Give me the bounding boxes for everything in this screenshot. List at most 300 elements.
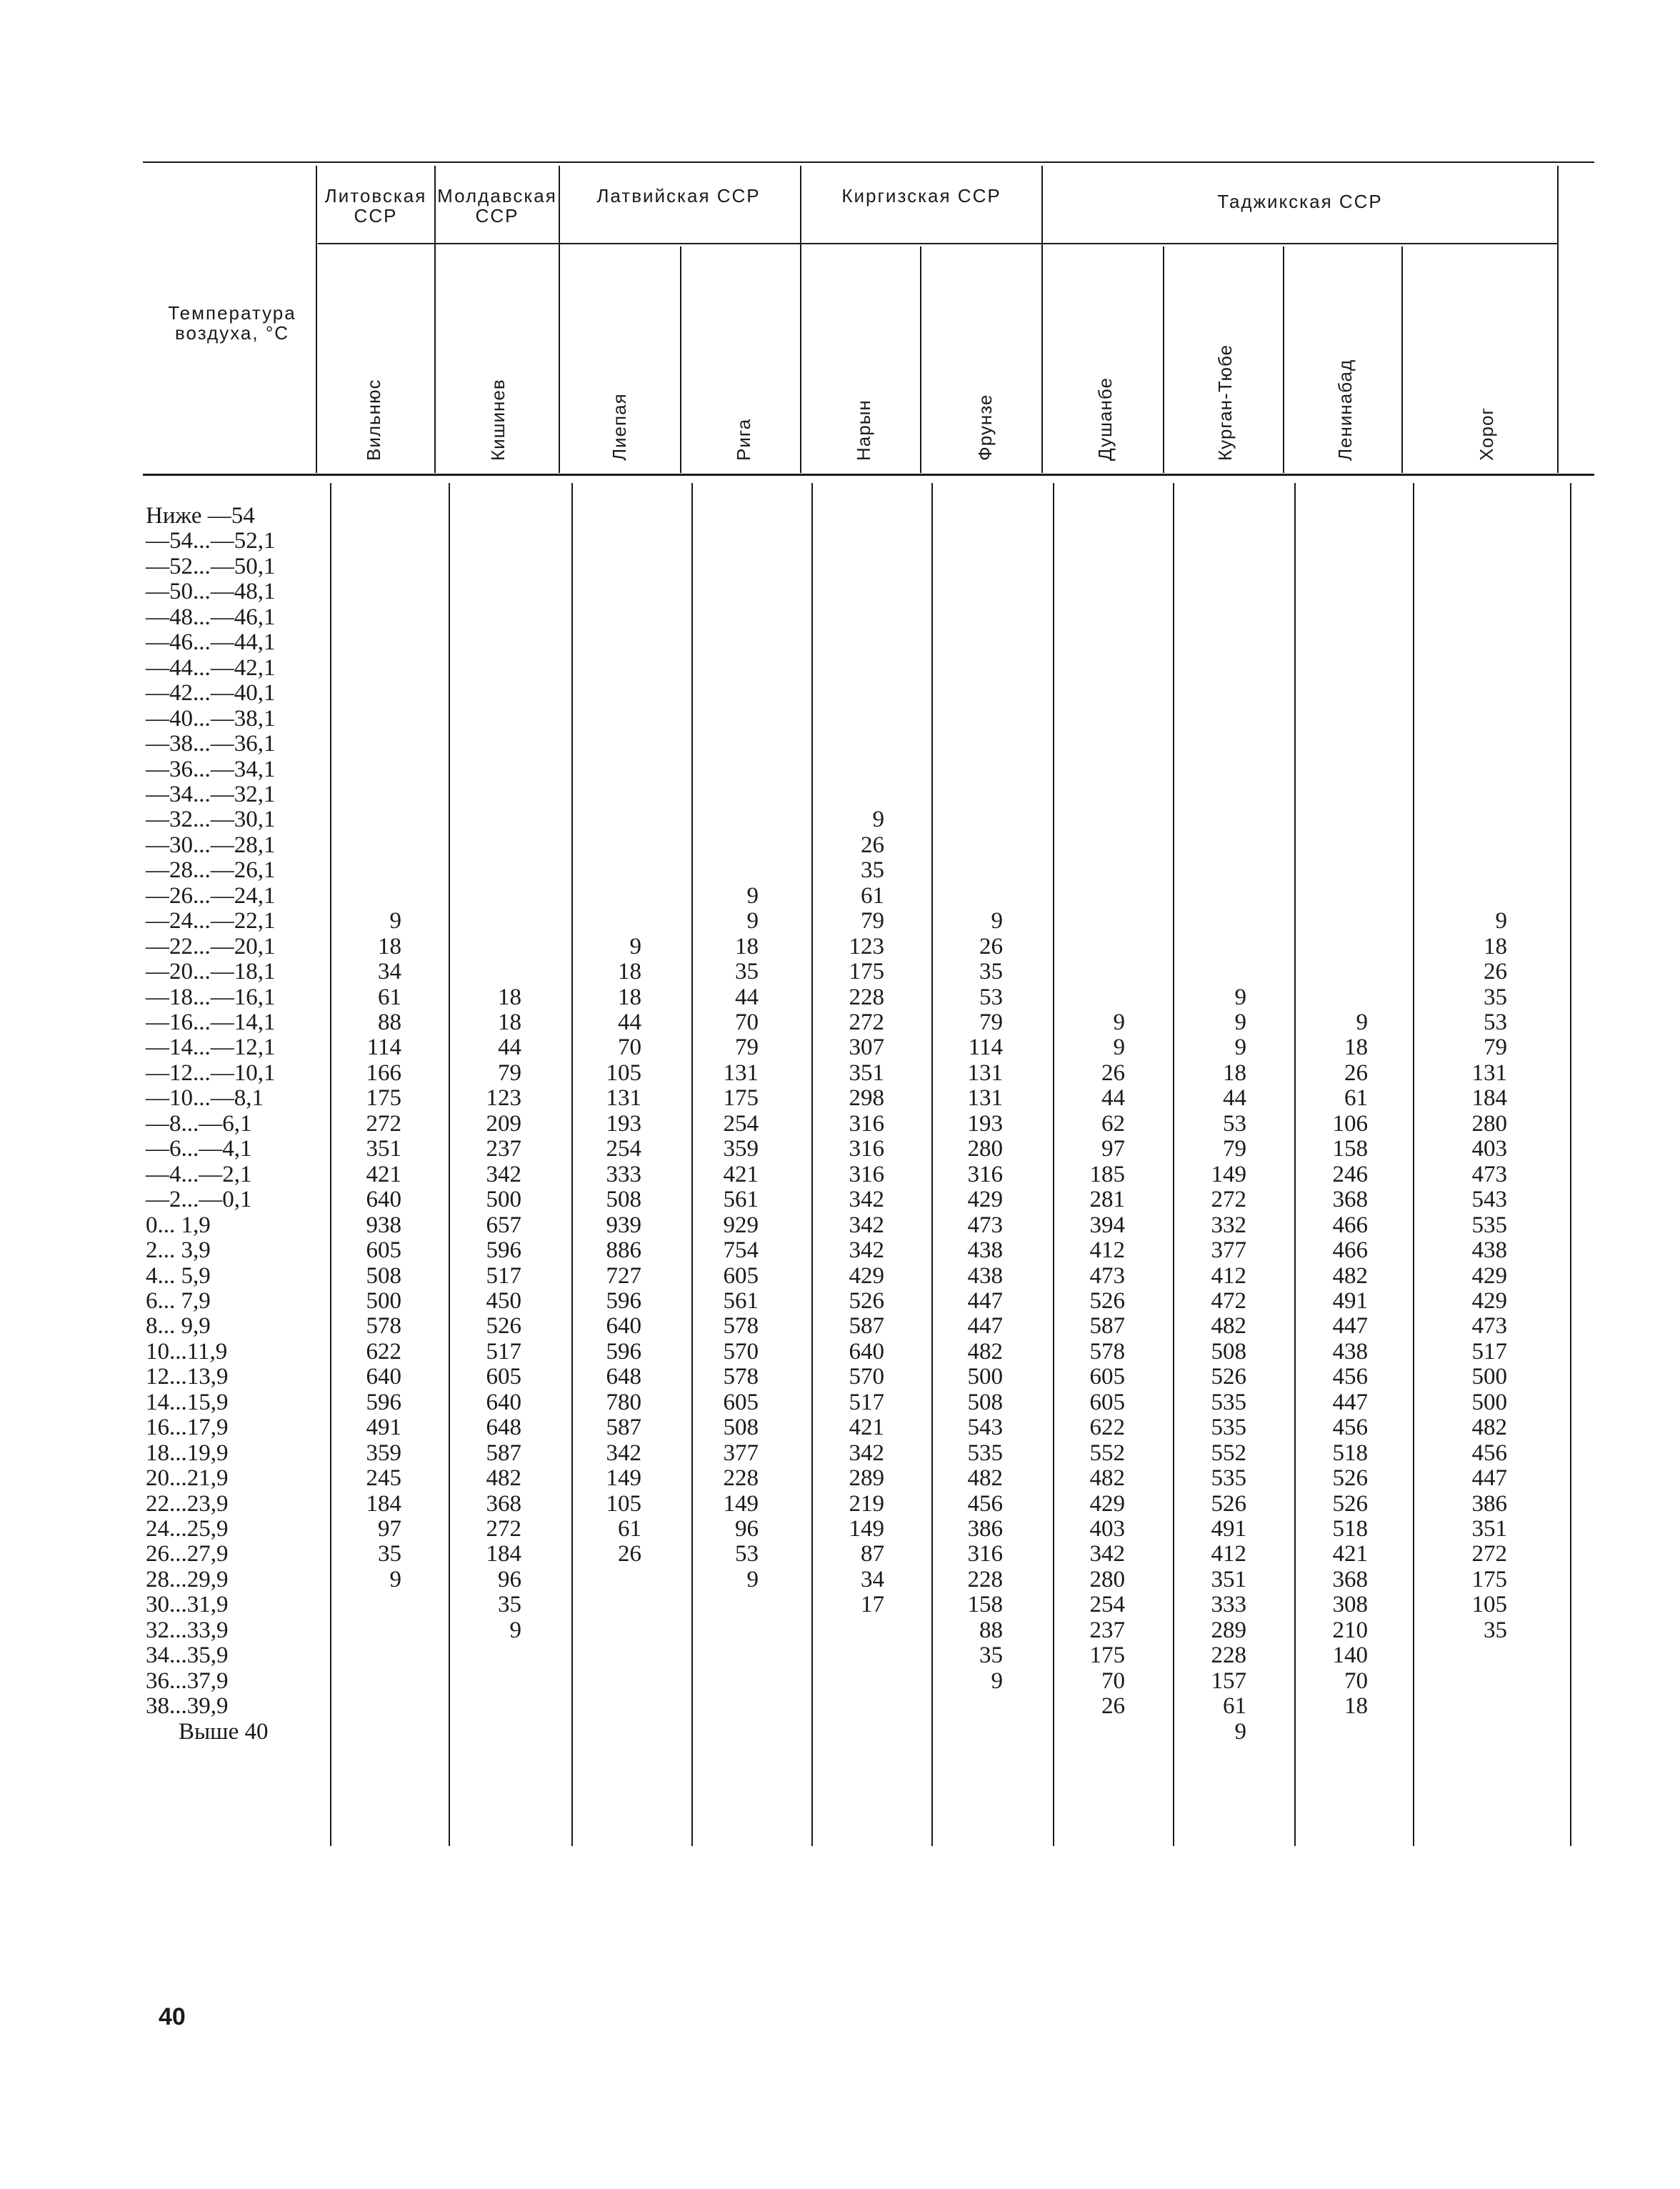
value-cell-naryn: 87 [861,1541,884,1567]
value-cell-khorog: 79 [1484,1034,1507,1061]
value-cell-vilnius: 166 [366,1059,401,1086]
value-cell-liepaja: 333 [606,1161,641,1187]
header-column-line [800,166,801,473]
value-cell-naryn: 421 [849,1415,884,1441]
value-cell-leninabad: 368 [1332,1187,1368,1213]
value-cell-dushanbe: 9 [1113,1009,1125,1035]
value-cell-liepaja: 342 [606,1440,641,1466]
temperature-range-cell: —38...—36,1 [146,731,276,757]
value-cell-leninabad: 368 [1332,1566,1368,1592]
value-cell-vilnius: 508 [366,1262,401,1289]
value-cell-kishinev: 648 [486,1415,521,1441]
value-cell-liepaja: 26 [618,1541,641,1567]
body-column-line [1413,483,1414,1846]
value-cell-riga: 228 [723,1465,759,1492]
value-cell-dushanbe: 552 [1089,1440,1125,1466]
value-cell-kurgan-tyube: 508 [1211,1338,1246,1365]
temperature-range-cell: 4... 5,9 [146,1262,211,1289]
value-cell-dushanbe: 280 [1089,1566,1125,1592]
value-cell-riga: 605 [723,1262,759,1289]
temperature-range-cell: —52...—50,1 [146,553,276,579]
value-cell-liepaja: 727 [606,1262,641,1289]
value-cell-naryn: 526 [849,1287,884,1314]
value-cell-liepaja: 131 [606,1085,641,1112]
column-header-liepaja: Лиепая [609,393,630,461]
value-cell-frunze: 473 [967,1212,1003,1238]
value-cell-vilnius: 245 [366,1465,401,1492]
temperature-range-cell: 18...19,9 [146,1440,229,1466]
value-cell-leninabad: 526 [1332,1465,1368,1492]
temperature-range-cell: —12...—10,1 [146,1059,276,1086]
value-cell-dushanbe: 281 [1089,1187,1125,1213]
value-cell-riga: 44 [735,984,759,1010]
temperature-range-cell: —28...—26,1 [146,857,276,884]
column-header-frunze: Фрунзе [974,394,996,461]
value-cell-khorog: 131 [1471,1059,1507,1086]
value-cell-kurgan-tyube: 53 [1223,1110,1246,1137]
column-header-dushanbe: Душанбе [1094,377,1116,461]
value-cell-leninabad: 246 [1332,1161,1368,1187]
value-cell-frunze: 316 [967,1541,1003,1567]
column-header-naryn: Нарын [853,399,874,461]
value-cell-kishinev: 500 [486,1187,521,1213]
value-cell-riga: 18 [735,933,759,959]
value-cell-khorog: 500 [1471,1389,1507,1415]
value-cell-leninabad: 466 [1332,1237,1368,1264]
value-cell-liepaja: 939 [606,1212,641,1238]
header-column-line [316,166,317,473]
value-cell-leninabad: 456 [1332,1364,1368,1390]
value-cell-kurgan-tyube: 9 [1234,1009,1246,1035]
value-cell-kishinev: 587 [486,1440,521,1466]
header-column-line [1283,246,1284,473]
value-cell-khorog: 280 [1471,1110,1507,1137]
value-cell-khorog: 543 [1471,1187,1507,1213]
temperature-range-cell: 30...31,9 [146,1592,229,1618]
value-cell-leninabad: 140 [1332,1642,1368,1669]
value-cell-khorog: 175 [1471,1566,1507,1592]
value-cell-khorog: 35 [1484,984,1507,1010]
value-cell-naryn: 342 [849,1440,884,1466]
value-cell-dushanbe: 44 [1101,1085,1125,1112]
value-cell-kishinev: 657 [486,1212,521,1238]
value-cell-kishinev: 605 [486,1364,521,1390]
value-cell-leninabad: 491 [1332,1287,1368,1314]
header-bottom-rule [143,474,1594,476]
value-cell-khorog: 35 [1484,1617,1507,1643]
value-cell-kishinev: 640 [486,1389,521,1415]
value-cell-riga: 254 [723,1110,759,1137]
value-cell-riga: 561 [723,1287,759,1314]
value-cell-frunze: 131 [967,1059,1003,1086]
value-cell-dushanbe: 254 [1089,1592,1125,1618]
value-cell-dushanbe: 578 [1089,1338,1125,1365]
value-cell-leninabad: 518 [1332,1516,1368,1542]
value-cell-kurgan-tyube: 44 [1223,1085,1246,1112]
value-cell-leninabad: 438 [1332,1338,1368,1365]
group-header-tajikistan: Таджикская ССР [1217,191,1383,212]
temperature-range-cell: —2...—0,1 [146,1187,252,1213]
value-cell-kurgan-tyube: 228 [1211,1642,1246,1669]
value-cell-kishinev: 35 [498,1592,521,1618]
value-cell-vilnius: 272 [366,1110,401,1137]
value-cell-riga: 605 [723,1389,759,1415]
value-cell-kurgan-tyube: 9 [1234,1034,1246,1061]
value-cell-dushanbe: 62 [1101,1110,1125,1137]
value-cell-vilnius: 491 [366,1415,401,1441]
temperature-range-cell: —14...—12,1 [146,1034,276,1061]
value-cell-kishinev: 237 [486,1136,521,1162]
value-cell-khorog: 26 [1484,959,1507,985]
value-cell-dushanbe: 473 [1089,1262,1125,1289]
value-cell-leninabad: 18 [1344,1693,1368,1720]
column-header-riga: Рига [733,418,754,461]
value-cell-frunze: 535 [967,1440,1003,1466]
value-cell-kishinev: 450 [486,1287,521,1314]
header-column-line [559,166,560,473]
value-cell-kurgan-tyube: 9 [1234,984,1246,1010]
value-cell-leninabad: 447 [1332,1313,1368,1340]
value-cell-naryn: 175 [849,959,884,985]
value-cell-naryn: 9 [872,807,884,833]
value-cell-leninabad: 106 [1332,1110,1368,1137]
value-cell-naryn: 272 [849,1009,884,1035]
value-cell-dushanbe: 26 [1101,1059,1125,1086]
value-cell-kurgan-tyube: 272 [1211,1187,1246,1213]
value-cell-liepaja: 105 [606,1059,641,1086]
table-top-rule [143,161,1594,163]
value-cell-kishinev: 342 [486,1161,521,1187]
value-cell-kurgan-tyube: 351 [1211,1566,1246,1592]
value-cell-dushanbe: 605 [1089,1389,1125,1415]
value-cell-naryn: 35 [861,857,884,884]
value-cell-kishinev: 184 [486,1541,521,1567]
value-cell-vilnius: 578 [366,1313,401,1340]
value-cell-frunze: 26 [979,933,1003,959]
value-cell-kurgan-tyube: 332 [1211,1212,1246,1238]
value-cell-khorog: 456 [1471,1440,1507,1466]
value-cell-khorog: 438 [1471,1237,1507,1264]
value-cell-kishinev: 517 [486,1262,521,1289]
value-cell-liepaja: 18 [618,984,641,1010]
value-cell-kishinev: 368 [486,1490,521,1517]
value-cell-vilnius: 175 [366,1085,401,1112]
value-cell-naryn: 351 [849,1059,884,1086]
value-cell-kurgan-tyube: 535 [1211,1389,1246,1415]
value-cell-liepaja: 149 [606,1465,641,1492]
temperature-range-cell: —4...—2,1 [146,1161,252,1187]
temperature-range-cell: Выше 40 [179,1718,269,1745]
value-cell-frunze: 482 [967,1338,1003,1365]
value-cell-vilnius: 97 [378,1516,401,1542]
value-cell-khorog: 473 [1471,1313,1507,1340]
temperature-range-cell: 26...27,9 [146,1541,229,1567]
temperature-range-cell: —8...—6,1 [146,1110,252,1137]
value-cell-frunze: 193 [967,1110,1003,1137]
value-cell-riga: 578 [723,1364,759,1390]
value-cell-naryn: 34 [861,1566,884,1592]
value-cell-riga: 570 [723,1338,759,1365]
value-cell-riga: 561 [723,1187,759,1213]
value-cell-dushanbe: 97 [1101,1136,1125,1162]
value-cell-riga: 508 [723,1415,759,1441]
value-cell-liepaja: 648 [606,1364,641,1390]
value-cell-leninabad: 447 [1332,1389,1368,1415]
header-column-line [1401,246,1403,473]
value-cell-kurgan-tyube: 289 [1211,1617,1246,1643]
value-cell-liepaja: 596 [606,1338,641,1365]
value-cell-frunze: 438 [967,1262,1003,1289]
value-cell-vilnius: 114 [366,1034,401,1061]
value-cell-riga: 35 [735,959,759,985]
value-cell-khorog: 9 [1495,908,1507,934]
value-cell-kishinev: 18 [498,984,521,1010]
value-cell-naryn: 79 [861,908,884,934]
value-cell-riga: 754 [723,1237,759,1264]
value-cell-leninabad: 482 [1332,1262,1368,1289]
value-cell-frunze: 88 [979,1617,1003,1643]
temperature-range-cell: —32...—30,1 [146,807,276,833]
value-cell-naryn: 17 [861,1592,884,1618]
value-cell-riga: 70 [735,1009,759,1035]
value-cell-dushanbe: 526 [1089,1287,1125,1314]
value-cell-naryn: 228 [849,984,884,1010]
temperature-range-cell: —16...—14,1 [146,1009,276,1035]
value-cell-liepaja: 9 [629,933,641,959]
value-cell-vilnius: 421 [366,1161,401,1187]
value-cell-riga: 175 [723,1085,759,1112]
value-cell-vilnius: 640 [366,1364,401,1390]
value-cell-kishinev: 526 [486,1313,521,1340]
temperature-range-cell: —44...—42,1 [146,654,276,681]
value-cell-frunze: 447 [967,1287,1003,1314]
value-cell-liepaja: 508 [606,1187,641,1213]
temperature-range-cell: 24...25,9 [146,1516,229,1542]
value-cell-naryn: 61 [861,882,884,909]
value-cell-kishinev: 44 [498,1034,521,1061]
header-column-line [920,246,921,473]
value-cell-frunze: 114 [968,1034,1003,1061]
value-cell-leninabad: 61 [1344,1085,1368,1112]
value-cell-kurgan-tyube: 412 [1211,1541,1246,1567]
value-cell-liepaja: 254 [606,1136,641,1162]
value-cell-khorog: 105 [1471,1592,1507,1618]
temperature-header: Температура воздуха, °С [168,302,296,344]
value-cell-dushanbe: 482 [1089,1465,1125,1492]
value-cell-leninabad: 158 [1332,1136,1368,1162]
value-cell-kurgan-tyube: 535 [1211,1415,1246,1441]
value-cell-dushanbe: 185 [1089,1161,1125,1187]
value-cell-khorog: 386 [1471,1490,1507,1517]
value-cell-kurgan-tyube: 18 [1223,1059,1246,1086]
group-header-latvia: Латвийская ССР [596,185,761,206]
value-cell-frunze: 35 [979,1642,1003,1669]
value-cell-vilnius: 35 [378,1541,401,1567]
value-cell-naryn: 342 [849,1187,884,1213]
temperature-range-cell: —48...—46,1 [146,604,276,630]
value-cell-khorog: 351 [1471,1516,1507,1542]
column-header-khorog: Хорог [1476,407,1497,461]
value-cell-dushanbe: 175 [1089,1642,1125,1669]
value-cell-naryn: 640 [849,1338,884,1365]
value-cell-kurgan-tyube: 552 [1211,1440,1246,1466]
temperature-range-cell: Ниже —54 [146,503,255,529]
group-divider-rule [318,243,1557,244]
temperature-range-cell: —36...—34,1 [146,756,276,782]
value-cell-vilnius: 61 [378,984,401,1010]
value-cell-riga: 9 [746,908,759,934]
temperature-range-cell: 28...29,9 [146,1566,229,1592]
value-cell-riga: 9 [746,1566,759,1592]
value-cell-khorog: 473 [1471,1161,1507,1187]
value-cell-khorog: 517 [1471,1338,1507,1365]
value-cell-kurgan-tyube: 472 [1211,1287,1246,1314]
temperature-range-cell: —10...—8,1 [146,1085,264,1112]
value-cell-kishinev: 18 [498,1009,521,1035]
value-cell-frunze: 228 [967,1566,1003,1592]
value-cell-naryn: 149 [849,1516,884,1542]
value-cell-vilnius: 88 [378,1009,401,1035]
value-cell-frunze: 9 [991,1667,1003,1694]
value-cell-frunze: 456 [967,1490,1003,1517]
value-cell-frunze: 79 [979,1009,1003,1035]
value-cell-dushanbe: 26 [1101,1693,1125,1720]
temperature-range-cell: 34...35,9 [146,1642,229,1669]
value-cell-dushanbe: 70 [1101,1667,1125,1694]
value-cell-vilnius: 351 [366,1136,401,1162]
value-cell-khorog: 18 [1484,933,1507,959]
value-cell-dushanbe: 394 [1089,1212,1125,1238]
value-cell-kurgan-tyube: 482 [1211,1313,1246,1340]
value-cell-leninabad: 421 [1332,1541,1368,1567]
value-cell-naryn: 219 [849,1490,884,1517]
value-cell-kurgan-tyube: 491 [1211,1516,1246,1542]
value-cell-naryn: 289 [849,1465,884,1492]
value-cell-kishinev: 272 [486,1516,521,1542]
value-cell-riga: 96 [735,1516,759,1542]
temperature-range-cell: 36...37,9 [146,1667,229,1694]
temperature-range-cell: 6... 7,9 [146,1287,211,1314]
value-cell-vilnius: 9 [389,1566,401,1592]
value-cell-naryn: 570 [849,1364,884,1390]
value-cell-kurgan-tyube: 412 [1211,1262,1246,1289]
value-cell-khorog: 429 [1471,1262,1507,1289]
value-cell-leninabad: 466 [1332,1212,1368,1238]
value-cell-naryn: 123 [849,933,884,959]
column-header-vilnius: Вильнюс [363,379,384,461]
group-header-lithuania: Литовская ССР [324,185,427,226]
column-header-leninabad: Ленинабад [1334,359,1356,461]
header-column-line [1041,166,1043,473]
value-cell-liepaja: 44 [618,1009,641,1035]
value-cell-naryn: 298 [849,1085,884,1112]
value-cell-naryn: 342 [849,1237,884,1264]
value-cell-vilnius: 938 [366,1212,401,1238]
value-cell-frunze: 508 [967,1389,1003,1415]
value-cell-kishinev: 79 [498,1059,521,1086]
value-cell-khorog: 184 [1471,1085,1507,1112]
value-cell-frunze: 9 [991,908,1003,934]
value-cell-frunze: 35 [979,959,1003,985]
value-cell-frunze: 482 [967,1465,1003,1492]
value-cell-kishinev: 9 [509,1617,521,1643]
value-cell-naryn: 316 [849,1110,884,1137]
temperature-range-cell: 32...33,9 [146,1617,229,1643]
value-cell-naryn: 26 [861,832,884,858]
value-cell-frunze: 429 [967,1187,1003,1213]
value-cell-khorog: 53 [1484,1009,1507,1035]
value-cell-leninabad: 308 [1332,1592,1368,1618]
temperature-range-cell: 12...13,9 [146,1364,229,1390]
header-column-line [1163,246,1164,473]
value-cell-vilnius: 500 [366,1287,401,1314]
value-cell-dushanbe: 403 [1089,1516,1125,1542]
value-cell-khorog: 272 [1471,1541,1507,1567]
value-cell-vilnius: 605 [366,1237,401,1264]
value-cell-frunze: 447 [967,1313,1003,1340]
value-cell-vilnius: 622 [366,1338,401,1365]
value-cell-khorog: 500 [1471,1364,1507,1390]
value-cell-frunze: 438 [967,1237,1003,1264]
temperature-range-cell: —18...—16,1 [146,984,276,1010]
temperature-range-cell: 20...21,9 [146,1465,229,1492]
header-column-line [1557,166,1559,473]
value-cell-leninabad: 456 [1332,1415,1368,1441]
value-cell-khorog: 403 [1471,1136,1507,1162]
temperature-range-cell: 16...17,9 [146,1415,229,1441]
value-cell-leninabad: 9 [1356,1009,1368,1035]
temperature-range-cell: —50...—48,1 [146,579,276,605]
value-cell-liepaja: 587 [606,1415,641,1441]
temperature-range-cell: —40...—38,1 [146,705,276,732]
temperature-range-cell: 8... 9,9 [146,1313,211,1340]
value-cell-kurgan-tyube: 9 [1234,1718,1246,1745]
temperature-range-cell: 10...11,9 [146,1338,228,1365]
value-cell-liepaja: 886 [606,1237,641,1264]
value-cell-naryn: 587 [849,1313,884,1340]
value-cell-leninabad: 210 [1332,1617,1368,1643]
group-header-kirghizia: Киргизская ССР [841,185,1001,206]
value-cell-kishinev: 596 [486,1237,521,1264]
value-cell-khorog: 482 [1471,1415,1507,1441]
value-cell-kurgan-tyube: 535 [1211,1465,1246,1492]
value-cell-naryn: 429 [849,1262,884,1289]
temperature-range-cell: 2... 3,9 [146,1237,211,1264]
value-cell-kurgan-tyube: 149 [1211,1161,1246,1187]
value-cell-liepaja: 105 [606,1490,641,1517]
value-cell-kurgan-tyube: 377 [1211,1237,1246,1264]
value-cell-vilnius: 9 [389,908,401,934]
value-cell-dushanbe: 605 [1089,1364,1125,1390]
value-cell-liepaja: 193 [606,1110,641,1137]
value-cell-frunze: 131 [967,1085,1003,1112]
value-cell-dushanbe: 237 [1089,1617,1125,1643]
value-cell-vilnius: 34 [378,959,401,985]
value-cell-frunze: 316 [967,1161,1003,1187]
value-cell-khorog: 447 [1471,1465,1507,1492]
temperature-range-cell: —20...—18,1 [146,959,276,985]
temperature-range-cell: 14...15,9 [146,1389,229,1415]
value-cell-liepaja: 596 [606,1287,641,1314]
value-cell-kurgan-tyube: 333 [1211,1592,1246,1618]
value-cell-frunze: 386 [967,1516,1003,1542]
value-cell-vilnius: 596 [366,1389,401,1415]
value-cell-frunze: 158 [967,1592,1003,1618]
value-cell-riga: 79 [735,1034,759,1061]
value-cell-naryn: 316 [849,1161,884,1187]
value-cell-leninabad: 518 [1332,1440,1368,1466]
value-cell-frunze: 53 [979,984,1003,1010]
